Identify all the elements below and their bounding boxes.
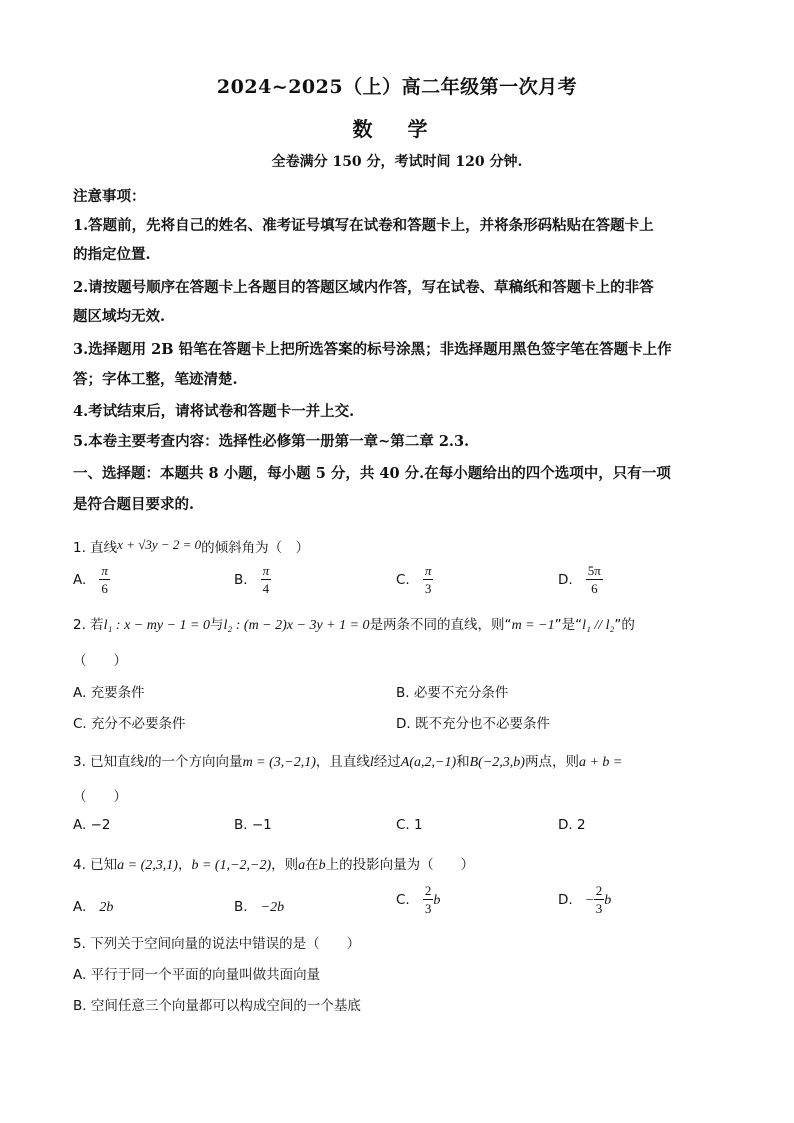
q3-expression: a + b = bbox=[578, 755, 623, 770]
q2-condition: m = −1 bbox=[511, 618, 555, 633]
q4-a-symbol: a bbox=[298, 858, 306, 873]
q3-line-l-2: l bbox=[369, 755, 374, 770]
exam-title: 2024~2025（上）高二年级第一次月考 bbox=[216, 76, 578, 98]
q1-option-a-label: A. bbox=[73, 572, 87, 588]
note-5: 5.本卷主要考查内容：选择性必修第一册第一章~第二章 2.3. bbox=[73, 433, 470, 450]
q2-option-d: D. 既不充分也不必要条件 bbox=[396, 716, 550, 732]
q4-option-d-fraction bbox=[594, 884, 605, 915]
q4-option-a-text: 2b bbox=[99, 900, 114, 915]
q4-text-1: ， bbox=[177, 857, 192, 873]
q4-option-a-label: A. bbox=[73, 899, 87, 915]
q1-option-c-num: π bbox=[424, 563, 432, 578]
q3-text-1: 的一个方向向量 bbox=[148, 754, 243, 770]
exam-info: 全卷满分 150 分，考试时间 120 分钟. bbox=[271, 154, 523, 170]
q1-option-b-fraction bbox=[261, 564, 272, 595]
q4-text-4: 上的投影向量为（ ） bbox=[325, 857, 475, 873]
q1-option-a-num: π bbox=[101, 563, 108, 578]
q1-option-c-den: 3 bbox=[424, 581, 432, 596]
q4-option-d bbox=[558, 884, 611, 915]
q3-text-2: ，且直线 bbox=[315, 754, 370, 770]
q2-option-a: A. 充要条件 bbox=[73, 685, 145, 701]
q4-text-3: 在 bbox=[305, 857, 319, 873]
q4-option-c-fraction bbox=[423, 884, 434, 915]
note-3-line-1: 3.选择题用 2B 铅笔在答题卡上把所选答案的标号涂黑；非选择题用黑色签字笔在答题卡上作 bbox=[73, 341, 672, 358]
q1-option-d-num: 5π bbox=[587, 563, 601, 578]
q3-point-a: A(a,2,−1) bbox=[400, 755, 457, 770]
q2-text-1: 是两条不同的直线，则“ bbox=[369, 617, 512, 633]
q1-equation: x + √3y − 2 = 0 bbox=[117, 537, 202, 552]
q3-paren: （ ） bbox=[73, 789, 127, 805]
q2-prefix: 2. 若 bbox=[73, 617, 104, 633]
q2-paren: （ ） bbox=[73, 653, 127, 669]
q1-option-d-den: 6 bbox=[591, 581, 598, 596]
q1-option-b-num: π bbox=[262, 563, 270, 578]
q3-option-c: C. 1 bbox=[396, 817, 423, 833]
q2-option-c: C. 充分不必要条件 bbox=[73, 716, 186, 732]
q4-option-c-vector: b bbox=[433, 893, 441, 908]
q5-option-b: B. 空间任意三个向量都可以构成空间的一个基底 bbox=[73, 998, 361, 1014]
q1-option-c bbox=[396, 564, 433, 595]
q1-option-b-den: 4 bbox=[262, 581, 270, 596]
q4-option-c bbox=[396, 884, 440, 915]
q4-option-c-label: C. bbox=[396, 892, 410, 908]
q4-option-c-num: 2 bbox=[424, 883, 432, 898]
note-1-line-1: 1.答题前，先将自己的姓名、准考证号填写在试卷和答题卡上，并将条形码粘贴在答题卡上 bbox=[73, 217, 654, 234]
q1-option-c-label: C. bbox=[396, 572, 410, 588]
q4-text-2: ，则 bbox=[271, 857, 299, 873]
q1-option-c-fraction bbox=[423, 564, 434, 595]
q4-option-d-num: 2 bbox=[595, 883, 603, 898]
q2-relation: l₁ // l₂ bbox=[582, 618, 615, 633]
note-4: 4.考试结束后，请将试卷和答题卡一并上交. bbox=[73, 403, 355, 420]
q3-option-d: D. 2 bbox=[558, 817, 586, 833]
q3-option-a: A. −2 bbox=[73, 817, 111, 833]
q3-text-3: 经过 bbox=[373, 754, 401, 770]
q4-option-d-vector: b bbox=[604, 893, 612, 908]
q2-text-3: ”的 bbox=[614, 617, 635, 633]
q4-prefix: 4. 已知 bbox=[73, 857, 118, 873]
q1-option-a bbox=[73, 564, 110, 595]
q4-option-c-den: 3 bbox=[424, 901, 432, 916]
q1-option-a-den: 6 bbox=[101, 581, 108, 596]
question-5-stem: 5. 下列关于空间向量的说法中错误的是（ ） bbox=[73, 936, 361, 952]
q4-vector-a: a = (2,3,1) bbox=[117, 858, 178, 873]
q1-option-b bbox=[234, 564, 271, 595]
q3-text-5: 两点，则 bbox=[524, 754, 579, 770]
note-3-line-2: 答；字体工整，笔迹清楚. bbox=[73, 371, 238, 388]
note-1-line-2: 的指定位置. bbox=[73, 246, 151, 263]
section-1-line-1: 一、选择题：本题共 8 小题，每小题 5 分，共 40 分.在每小题给出的四个选项中，只有一项 bbox=[73, 465, 671, 482]
q3-point-b: B(−2,3,b) bbox=[469, 755, 525, 770]
q4-option-d-sign: − bbox=[585, 893, 594, 908]
q1-suffix: 的倾斜角为（ ） bbox=[201, 540, 310, 556]
q4-option-a bbox=[73, 896, 113, 916]
q4-option-b-text: −2b bbox=[260, 900, 285, 915]
q1-option-d bbox=[558, 564, 603, 595]
q3-line-l: l bbox=[144, 755, 149, 770]
q1-option-b-label: B. bbox=[234, 572, 248, 588]
q1-option-a-fraction bbox=[99, 564, 110, 595]
question-2-stem bbox=[73, 613, 635, 634]
q4-option-b-label: B. bbox=[234, 899, 248, 915]
q4-option-b bbox=[234, 896, 284, 916]
question-3-stem bbox=[73, 750, 622, 771]
q3-prefix: 3. 已知直线 bbox=[73, 754, 145, 770]
subject-title: 数 学 bbox=[352, 117, 442, 141]
q1-option-d-fraction bbox=[586, 564, 603, 595]
q2-line-1: l₁ : x − my − 1 = 0 bbox=[103, 618, 210, 633]
q4-vector-b: b = (1,−2,−2) bbox=[191, 858, 272, 873]
q4-b-symbol: b bbox=[318, 858, 326, 873]
notes-heading: 注意事项： bbox=[73, 188, 146, 205]
q5-option-a: A. 平行于同一个平面的向量叫做共面向量 bbox=[73, 967, 321, 983]
q4-option-d-den: 3 bbox=[595, 901, 603, 916]
note-2-line-2: 题区域均无效. bbox=[73, 308, 166, 325]
q3-text-4: 和 bbox=[456, 754, 470, 770]
question-1-stem bbox=[73, 536, 309, 556]
q4-option-d-label: D. bbox=[558, 892, 573, 908]
q1-option-d-label: D. bbox=[558, 572, 573, 588]
q1-prefix: 1. 直线 bbox=[73, 540, 118, 556]
section-1-line-2: 是符合题目要求的. bbox=[73, 496, 195, 513]
q3-option-b: B. −1 bbox=[234, 817, 272, 833]
question-4-stem bbox=[73, 853, 474, 874]
q2-line-2: l₂ : (m − 2)x − 3y + 1 = 0 bbox=[223, 618, 370, 633]
q2-mid: 与 bbox=[209, 617, 224, 633]
q3-direction-vector: m = (3,−2,1) bbox=[242, 755, 316, 770]
q2-text-2: ”是“ bbox=[554, 617, 583, 633]
note-2-line-1: 2.请按题号顺序在答题卡上各题目的答题区域内作答，写在试卷、草稿纸和答题卡上的非答 bbox=[73, 279, 654, 296]
q2-option-b: B. 必要不充分条件 bbox=[396, 685, 509, 701]
